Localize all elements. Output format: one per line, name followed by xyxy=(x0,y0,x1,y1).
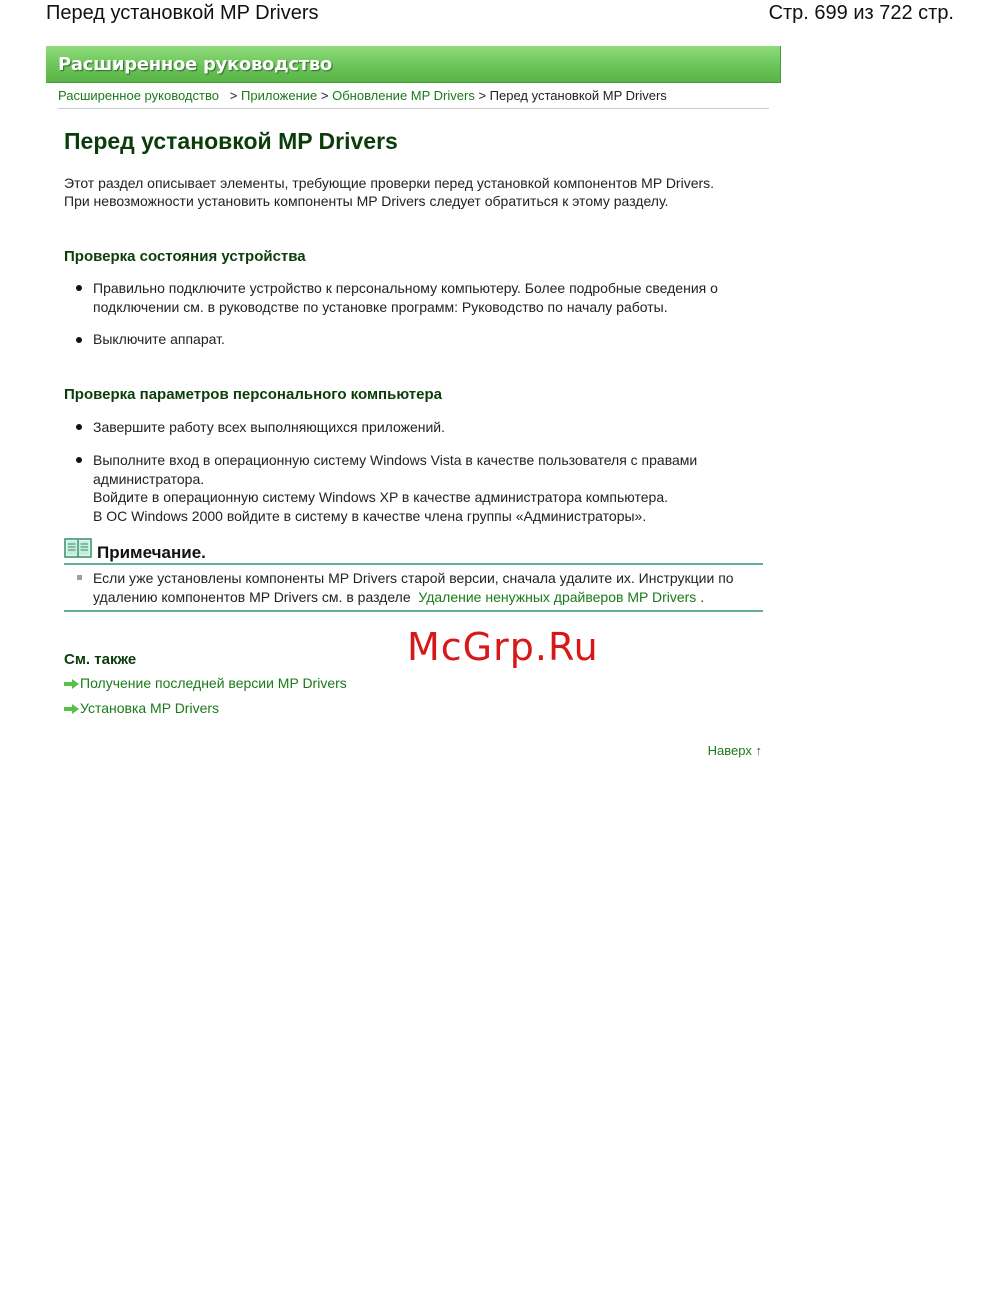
breadcrumb xyxy=(58,88,769,109)
back-to-top[interactable] xyxy=(708,743,762,758)
arrow-up-icon: ↑ xyxy=(755,743,762,758)
note-text-body: Если уже установлены компоненты MP Drivers старой версии, сначала удалите их. Инструкции по удалению компонентов MP Drivers см. в разделе xyxy=(93,570,734,605)
intro-text xyxy=(64,174,774,210)
breadcrumb-separator: > xyxy=(478,88,487,103)
bullet-dot xyxy=(76,285,82,291)
note-top-divider xyxy=(64,563,763,565)
breadcrumb-link-guide[interactable]: Расширенное руководство xyxy=(58,88,219,103)
note-text-end: . xyxy=(700,588,705,605)
bullet-close-apps: Завершите работу всех выполняющихся приложений. xyxy=(93,419,446,435)
bullet-login xyxy=(93,451,743,525)
arrow-right-icon xyxy=(64,679,79,689)
document-title: Перед установкой MP Drivers xyxy=(46,2,319,24)
see-also-title: См. также xyxy=(64,651,137,668)
note-link-remove-drivers[interactable]: Удаление ненужных драйверов MP Drivers xyxy=(418,588,697,605)
breadcrumb-separator: > xyxy=(320,88,329,103)
login-vista: Выполните вход в операционную систему Windows Vista в качестве пользователя с правами администратора. xyxy=(93,452,698,487)
watermark: McGrp.Ru xyxy=(407,625,599,669)
bullet-dot xyxy=(76,337,82,343)
note-text xyxy=(93,569,758,606)
breadcrumb-current: Перед установкой MP Drivers xyxy=(489,88,667,103)
login-2000: В ОС Windows 2000 войдите в систему в качестве члена группы «Администраторы». xyxy=(93,507,647,524)
book-icon xyxy=(64,538,92,558)
intro-line: Этот раздел описывает элементы, требующие проверки перед установкой компонентов MP Drivers. xyxy=(64,175,715,191)
note-title: Примечание. xyxy=(97,543,206,562)
bullet-power-off: Выключите аппарат. xyxy=(93,331,225,347)
breadcrumb-link-appendix[interactable]: Приложение xyxy=(241,88,318,103)
breadcrumb-link-update[interactable]: Обновление MP Drivers xyxy=(332,88,475,103)
see-also-item[interactable] xyxy=(64,700,219,716)
bullet-dot xyxy=(76,424,82,430)
breadcrumb-separator: > xyxy=(229,88,238,103)
banner-title: Расширенное руководство xyxy=(58,54,332,75)
see-also-link-install[interactable]: Установка MP Drivers xyxy=(80,700,220,716)
page-heading: Перед установкой MP Drivers xyxy=(64,128,398,154)
bullet-connect-device: Правильно подключите устройство к персональному компьютеру. Более подробные сведения о подключении см. в руководстве по установке программ: Руководство по началу работы. xyxy=(93,280,718,315)
intro-line: При невозможности установить компоненты MP Drivers следует обратиться к этому разделу. xyxy=(64,193,669,209)
back-to-top-link[interactable]: Наверх xyxy=(707,743,752,758)
section-device-check-title: Проверка состояния устройства xyxy=(64,248,306,265)
arrow-right-icon xyxy=(64,704,79,714)
section-pc-check-title: Проверка параметров персонального компьютера xyxy=(64,386,442,403)
note-bullet-square xyxy=(77,575,82,580)
see-also-item[interactable] xyxy=(64,675,347,691)
page-counter: Стр. 699 из 722 стр. xyxy=(768,2,954,24)
guide-banner xyxy=(46,46,781,83)
see-also-link-latest-version[interactable]: Получение последней версии MP Drivers xyxy=(80,675,347,691)
note-bottom-divider xyxy=(64,610,763,612)
bullet-dot xyxy=(76,457,82,463)
login-xp: Войдите в операционную систему Windows XP в качестве администратора компьютера. xyxy=(93,489,669,505)
